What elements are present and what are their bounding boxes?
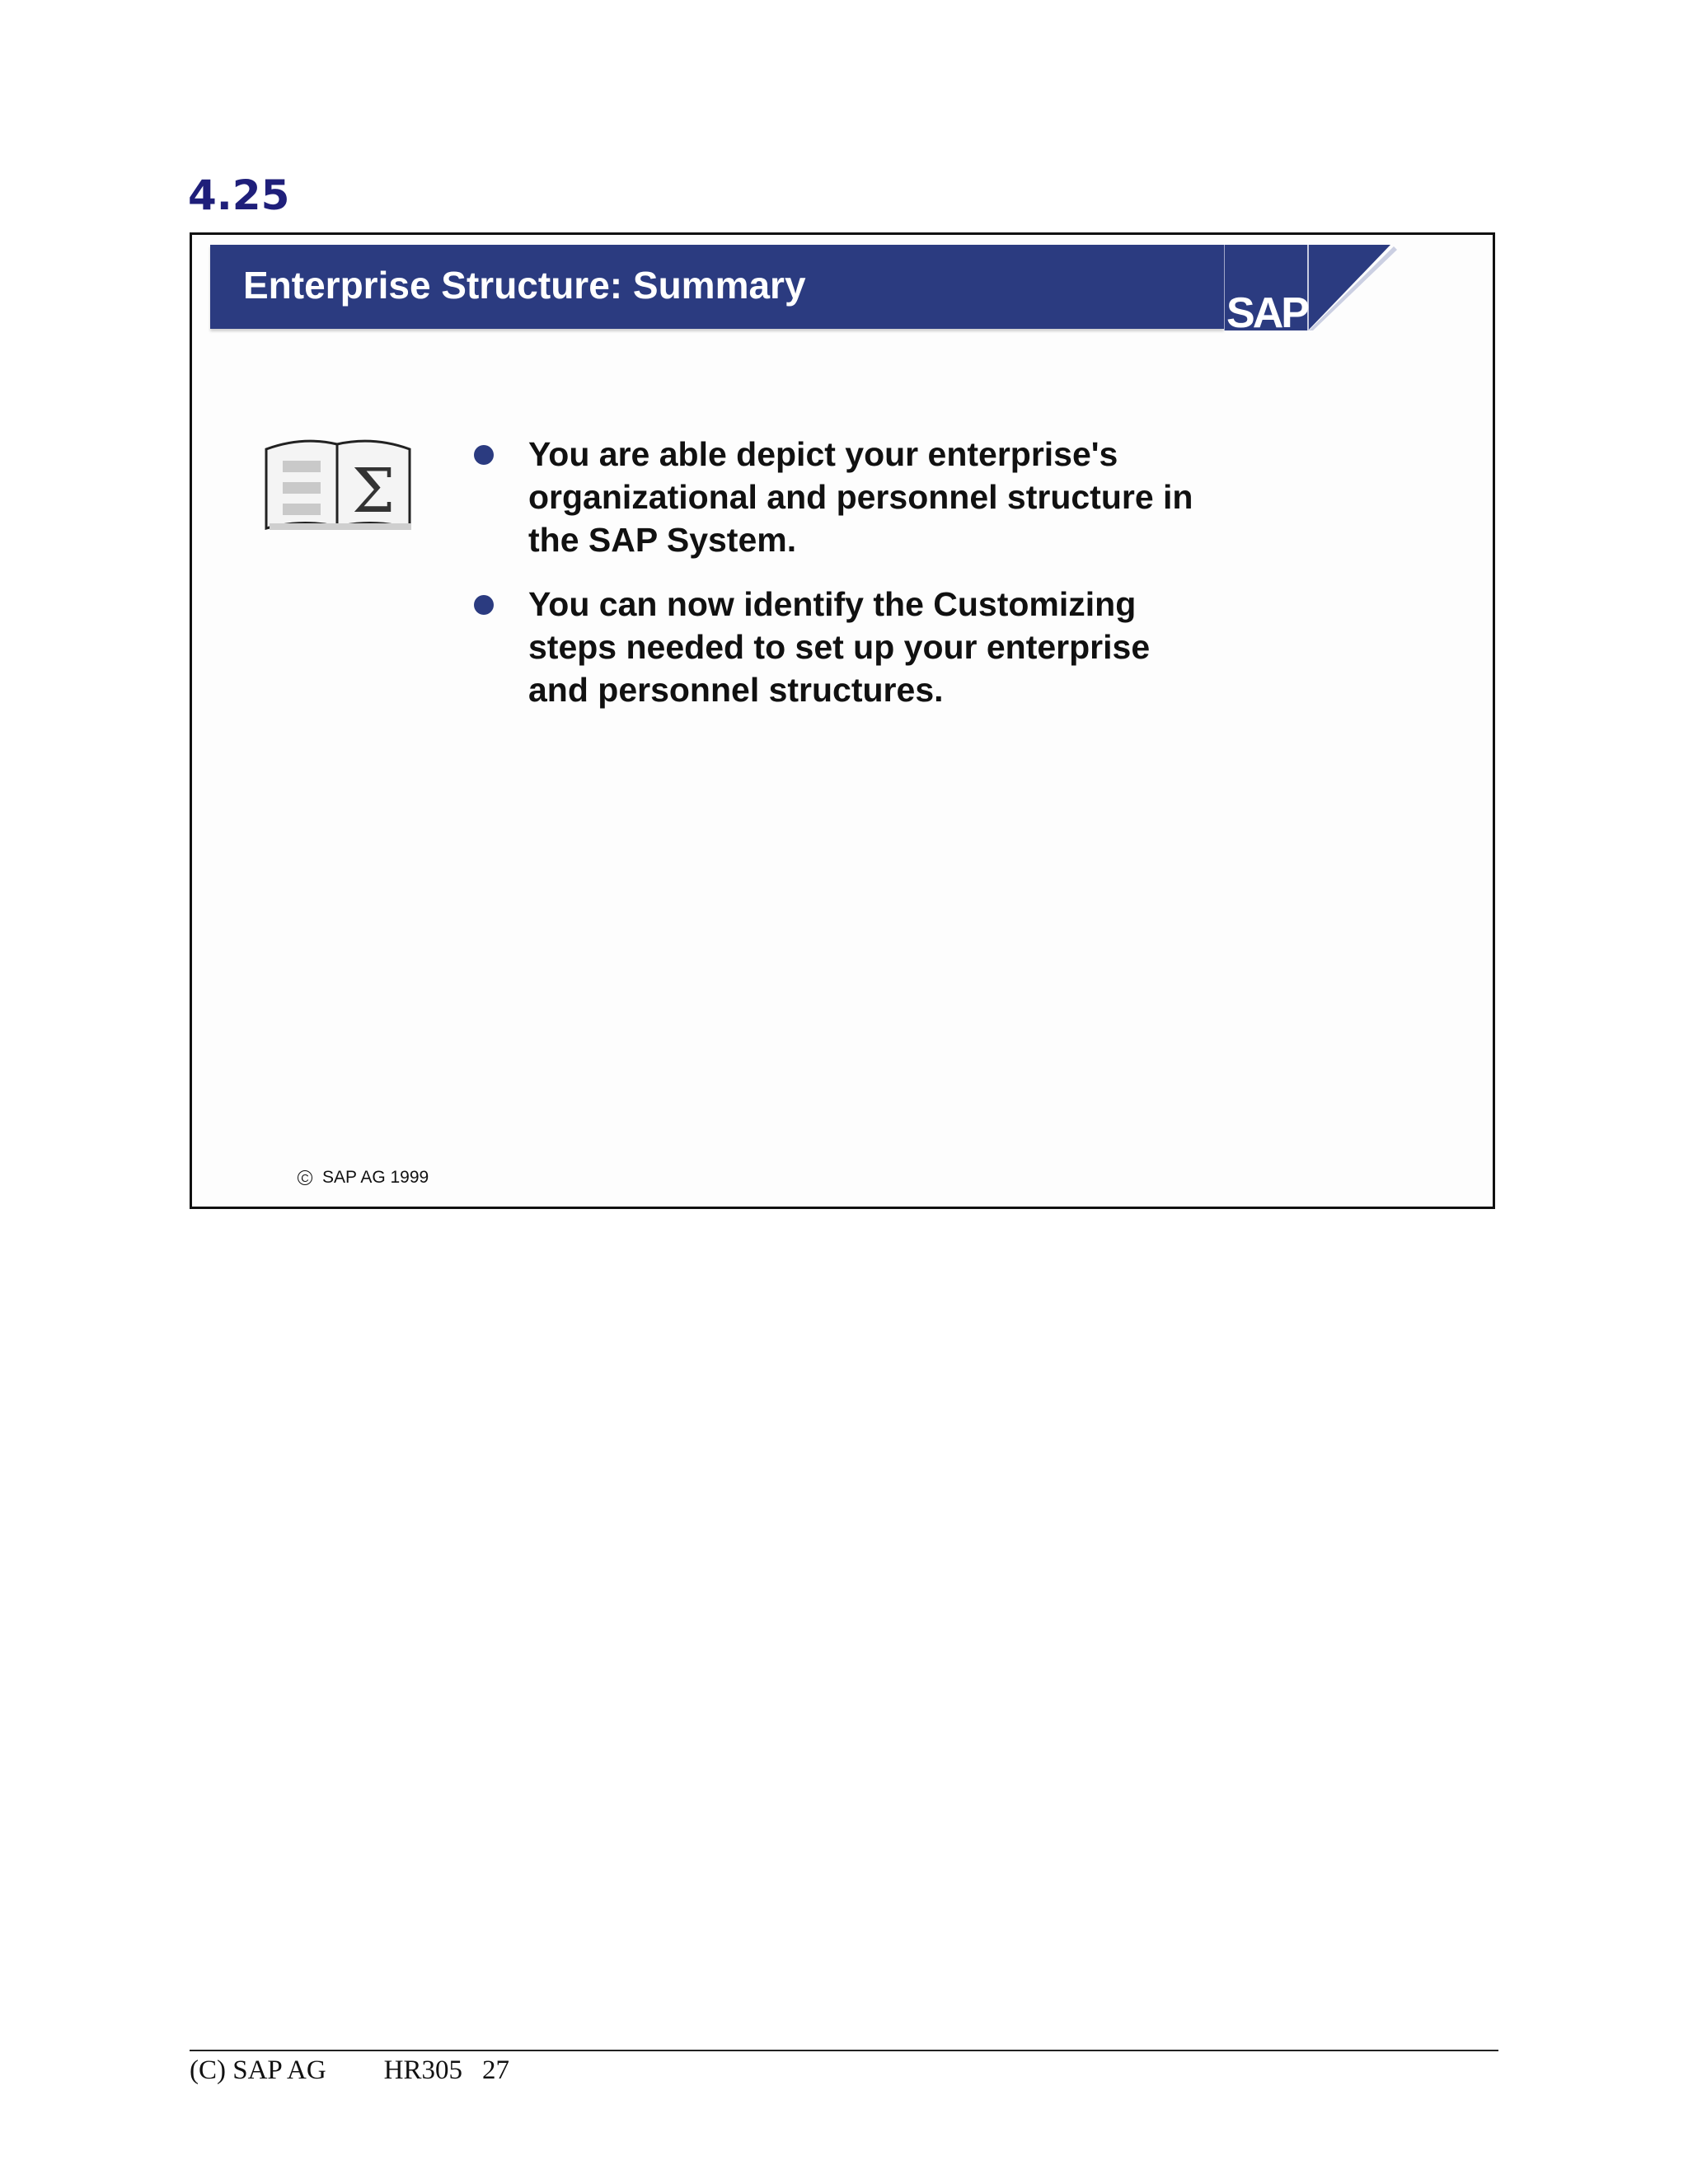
footer-page-number: 27 — [482, 2055, 509, 2085]
bullet-text: You can now identify the Customizing steps needed to set up your enterprise and personnel structures. — [528, 585, 1151, 709]
bullet-dot-icon — [474, 445, 494, 465]
copyright-icon: C — [298, 1170, 312, 1185]
sap-logo-text: SAP — [1226, 289, 1307, 330]
slide-copyright — [298, 1169, 429, 1186]
bullet-text: You are able depict your enterprise's organizational and personnel structure in the SAP System. — [528, 435, 1193, 559]
slide-title: Enterprise Structure: Summary — [243, 264, 806, 307]
section-number: 4.25 — [188, 171, 290, 219]
sap-logo — [1224, 245, 1405, 330]
slide-title-bar — [210, 245, 1224, 329]
bullet-item — [474, 433, 1216, 561]
footer-course: HR305 — [383, 2055, 462, 2085]
slide-frame — [190, 232, 1495, 1209]
copyright-text: SAP AG 1999 — [322, 1168, 429, 1187]
bullet-item — [474, 583, 1216, 711]
summary-book-sigma-icon — [261, 433, 415, 533]
summary-bullet-list — [474, 433, 1216, 733]
footer-company: (C) SAP AG — [190, 2055, 326, 2085]
svg-text:Σ: Σ — [351, 456, 396, 527]
bullet-dot-icon — [474, 595, 494, 615]
page-footer — [190, 2055, 509, 2086]
footer-divider — [190, 2050, 1498, 2051]
